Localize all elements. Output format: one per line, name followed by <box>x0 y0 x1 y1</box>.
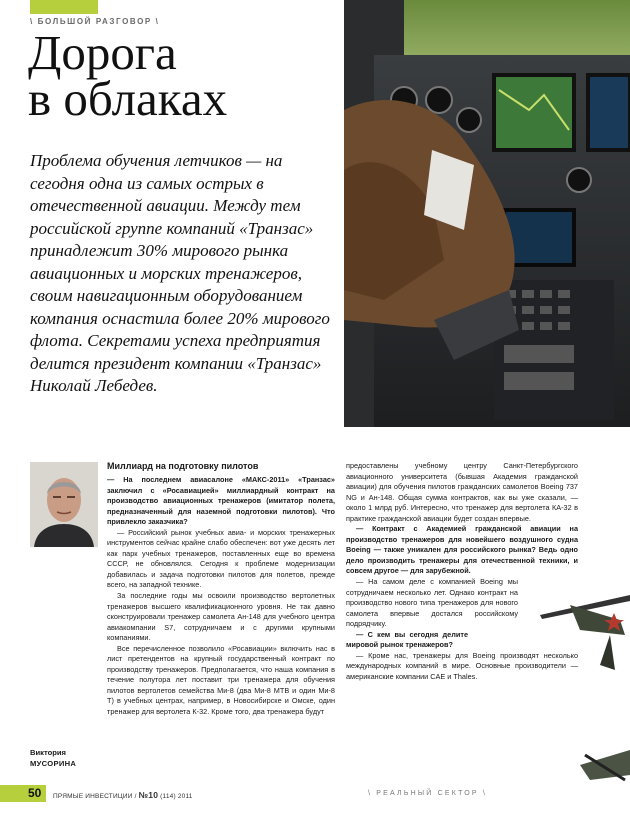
issue-detail: (114) 2011 <box>158 793 193 800</box>
magazine-name: ПРЯМЫЕ ИНВЕСТИЦИИ / <box>53 793 139 800</box>
author-last-name: МУСОРИНА <box>30 759 77 768</box>
answer-5: — На самом деле с компанией Boeing мы сотрудничаем несколько лет. Однако контракт на производство нового типа тренажеров для нового самолета впервые достался российскому подрядчику. <box>346 577 518 629</box>
cockpit-photo <box>344 0 630 427</box>
headline-line-1: Дорога <box>28 25 177 80</box>
author-first-name: Виктория <box>30 748 66 757</box>
answer-4: предоставлены учебному центру Санкт-Петербургского авиационного университета (бывшая Академия гражданской авиации) для обучения пилотов гражданских самолетов Boeing 737 NG и Ан-148. Общая сумма контрактов, как вы уже сказали, — около 1 млрд руб. Интересно, что тренажер для вертолета КА-32 в практике гражданской авиации будет создан впервые. <box>346 461 578 523</box>
lead-paragraph: Проблема обучения летчиков — на сегодня одна из самых острых в отечественной авиации. Между тем российской группе компаний «Транзас» принадлежит 30% мирового рынка авиационных и морских тренажеров, своим навигационным оборудованием компания оснастила более 20% мирового флота. Секретами успеха предприятия делится президент компании «Транзас» Николай Лебедев. <box>30 151 330 395</box>
issue-number: №10 <box>138 790 159 800</box>
question-3: — С кем вы сегодня делите мировой рынок тренажеров? <box>346 629 468 650</box>
page-number: 50 <box>28 786 42 800</box>
question-2: — Контракт с Академией гражданской авиации на производство тренажеров для новейшего воздушного судна Boeing — также уникален для российского рынка? Ведь одно дело производить тренажеры для отечественной техники, и совсем другое — для зарубежной. <box>346 524 578 576</box>
article-column-1 <box>107 461 335 718</box>
answer-1: — Российский рынок учебных авиа- и морских тренажерных инструментов сейчас крайне слабо обеспечен: вот уже десять лет как парк учебных тренажеров, поставленных еще во времена СССР, не обновлялся. Сегодня к проблеме модернизации добавилась и задача подготовки пилотов для полетов, прежде всего, на западной технике. <box>107 527 335 590</box>
answer-6: — Кроме нас, тренажеры для Boeing производят несколько международных компаний в мире. Основные производители — американские компании CAE и Thales. <box>346 650 578 681</box>
headline <box>28 25 228 126</box>
rubric-label: \ БОЛЬШОЙ РАЗГОВОР \ <box>30 17 160 26</box>
section-label: \ РЕАЛЬНЫЙ СЕКТОР \ <box>368 790 488 797</box>
answer-3: Все перечисленное позволило «Росавиации» включить нас в лист претендентов на крупный государственный контракт по производству тренажеров. Предполагается, что наша компания в течение полутора лет поставит три тренажера для обучения пилотов вертолетов семейства Ми-8 (два Ми-8 МТВ и один Ми-8 Т) в учебных центрах, например, в Новосибирске и Омске, один тренажер для вертолета К-32. Кроме того, два тренажера будут <box>107 643 335 717</box>
headline-line-2: в облаках <box>28 71 228 126</box>
rubric-tab <box>30 0 98 14</box>
answer-2: За последние годы мы освоили производство вертолетных тренажеров высшего квалификационного уровня. Не так давно сконструировали тренажер самолета Ан-148 для учебного центра авиакомпании S7, сотрудничаем и с другими крупными компаниями. <box>107 591 335 643</box>
helicopter-illustration <box>540 575 630 785</box>
question-1: — На последнем авиасалоне «МАКС-2011» «Транзас» заключил с «Росавиацией» миллиардный контракт на производство авиационных тренажеров (имитатор полета, предназначенный для наземной подготовки пилотов). Что привлекло заказчика? <box>107 475 335 527</box>
article-subtitle: Миллиард на подготовку пилотов <box>107 461 259 471</box>
author-photo <box>30 462 98 547</box>
magazine-issue <box>53 790 193 800</box>
